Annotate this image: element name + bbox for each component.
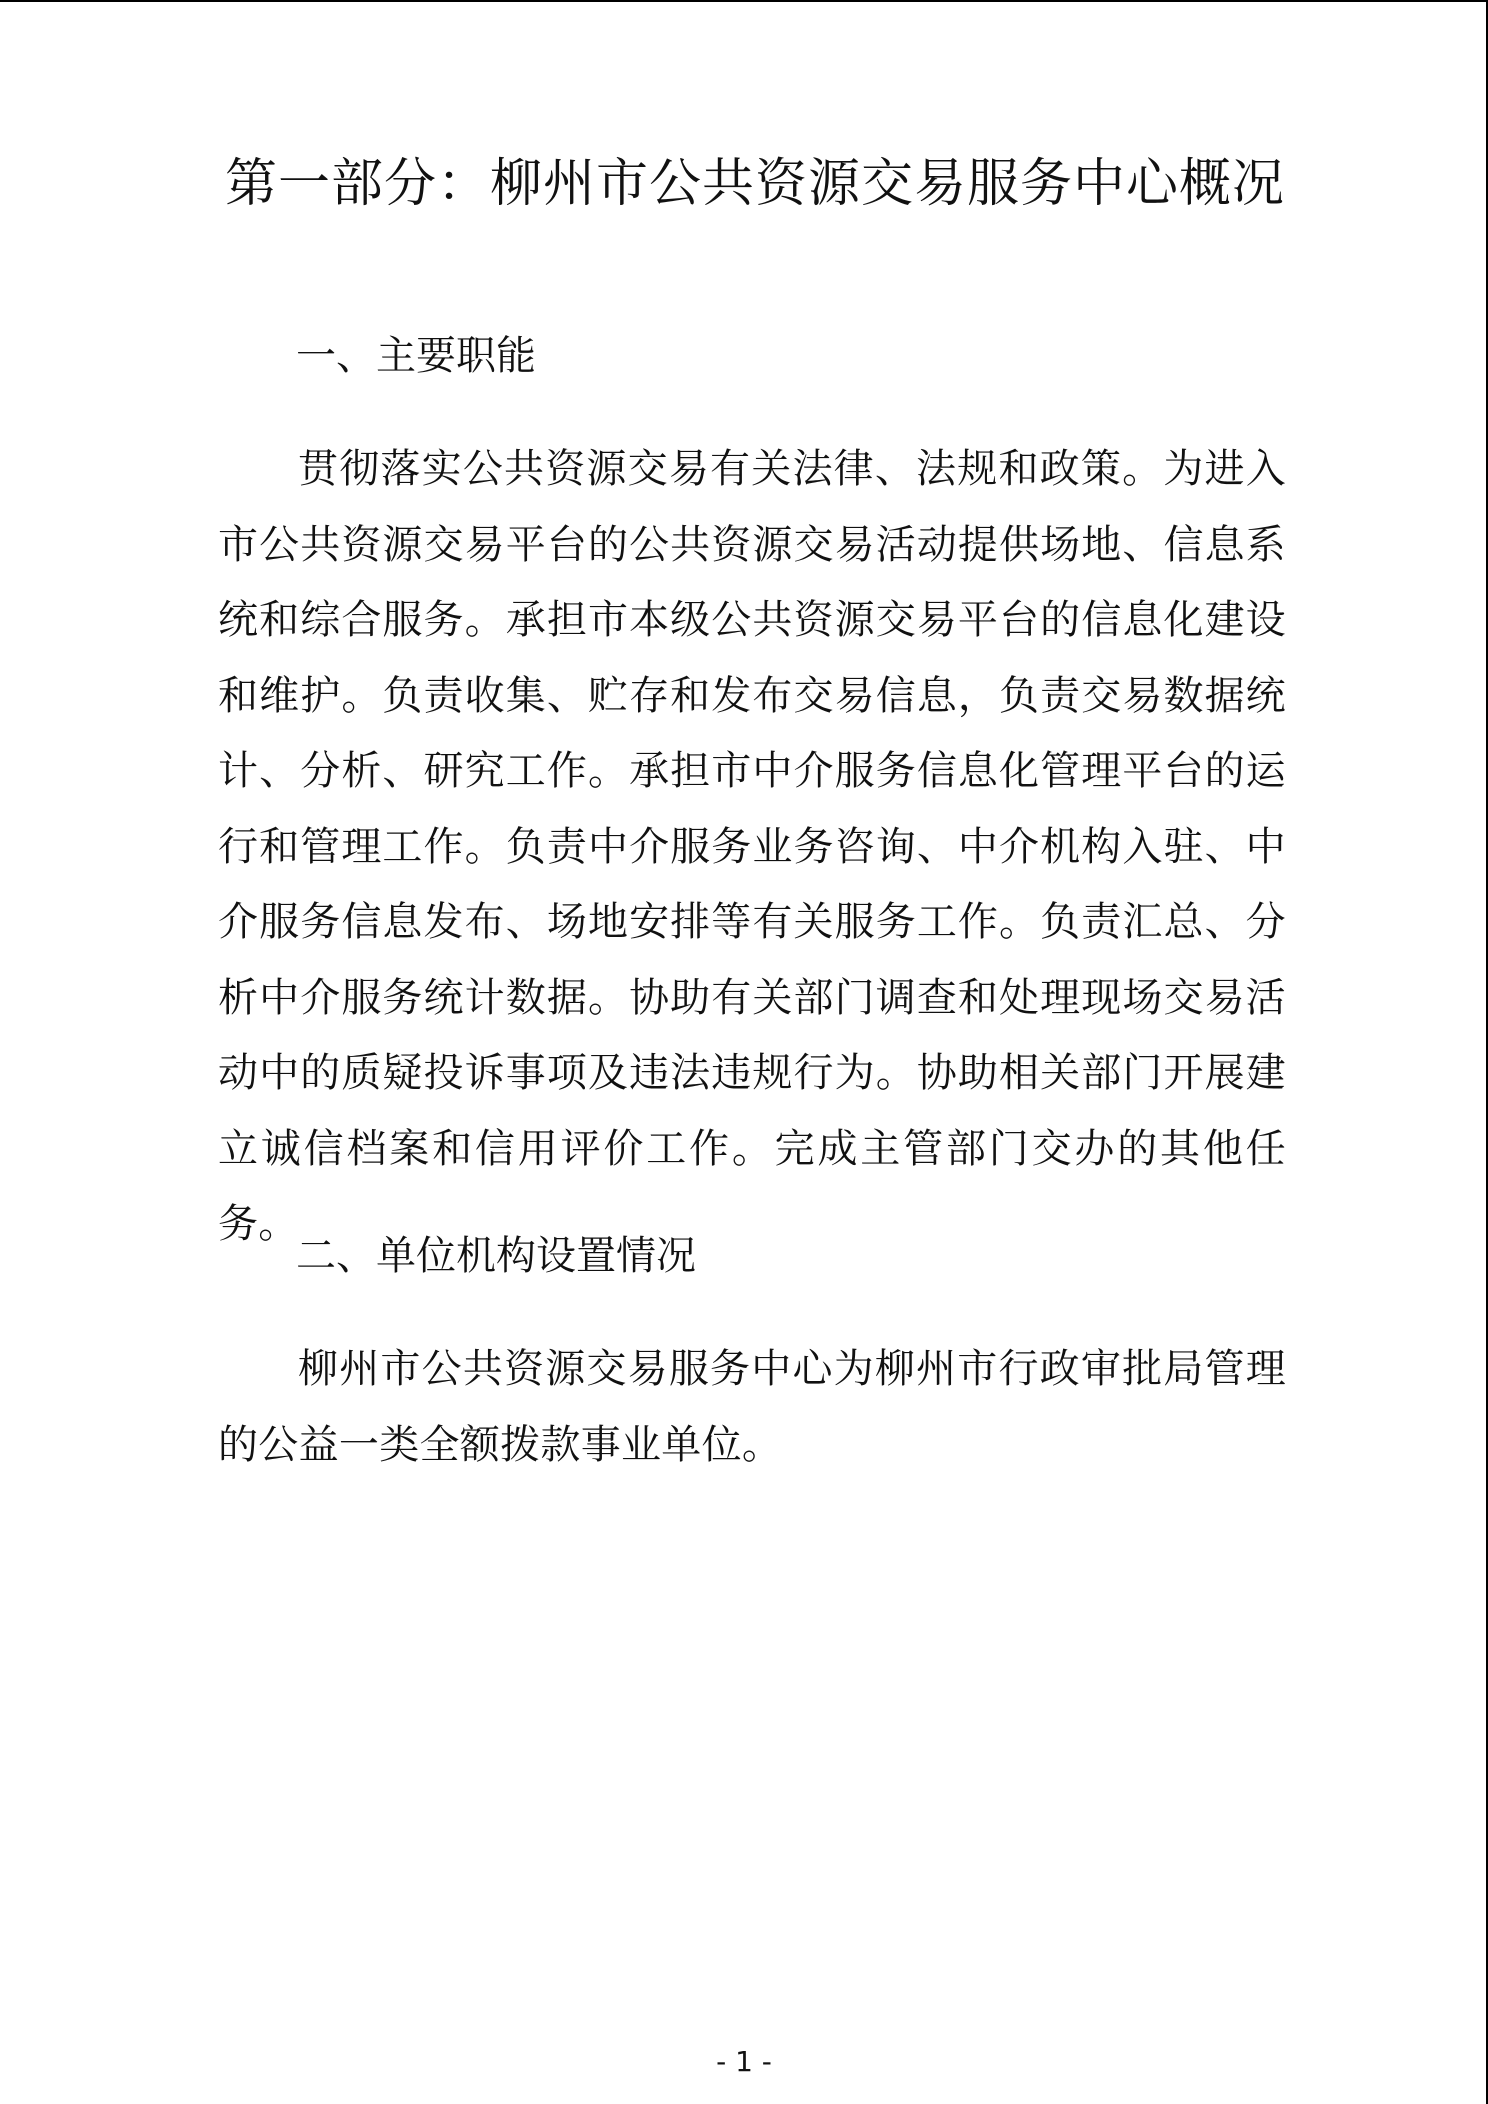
section-paragraph-main-functions: 贯彻落实公共资源交易有关法律、法规和政策。为进入市公共资源交易平台的公共资源交易活动提供场地、信息系统和综合服务。承担市本级公共资源交易平台的信息化建设和维护。负责收集、贮存和发布交易信息，负责交易数据统计、分析、研究工作。承担市中介服务信息化管理平台的运行和管理工作。负责中介服务业务咨询、中介机构入驻、中介服务信息发布、场地安排等有关服务工作。负责汇总、分析中介服务统计数据。协助有关部门调查和处理现场交易活动中的质疑投诉事项及违法违规行为。协助相关部门开展建立诚信档案和信用评价工作。完成主管部门交办的其他任务。 <box>218 446 1286 1247</box>
section-heading-main-functions: 一、主要职能 <box>296 333 536 379</box>
page-number: - 1 - <box>716 2045 772 2078</box>
section-paragraph-organization: 柳州市公共资源交易服务中心为柳州市行政审批局管理的公益一类全额拨款事业单位。 <box>218 1346 1286 1468</box>
document-title: 第一部分：柳州市公共资源交易服务中心概况 <box>224 154 1285 214</box>
section-heading-organization: 二、单位机构设置情况 <box>296 1233 696 1279</box>
